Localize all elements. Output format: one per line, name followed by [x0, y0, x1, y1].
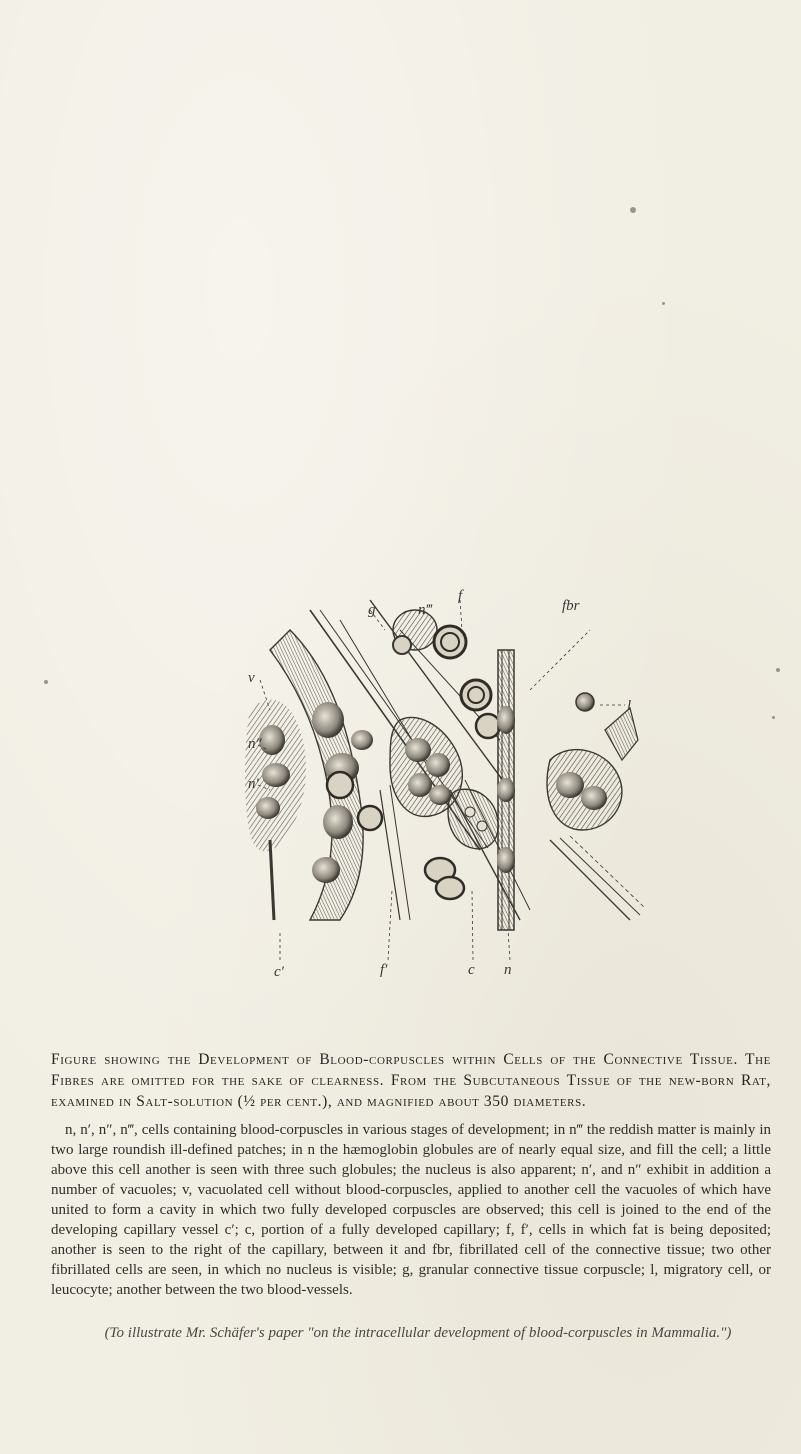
left-cell-group: [245, 700, 306, 920]
figure-caption-heading: Figure showing the Development of Blood-corpuscles within Cells of the Connective Tissue. The Fibres are omitted for the sake of clearness. From the Subcutaneous Tissue of the new-born Rat, examined in Salt-solution (½ per cent.), and magnified about 350 diameters.: [51, 1051, 771, 1110]
caption-block: [51, 1049, 771, 1300]
right-cell-group: [530, 630, 645, 920]
label-c1: c′: [274, 964, 284, 980]
label-fbr: fbr: [562, 598, 580, 614]
label-n2: n″: [248, 736, 262, 752]
illustration-note: (To illustrate Mr. Schäfer's paper "on the intracellular development of blood-corpuscles in Mammalia."): [104, 1325, 732, 1341]
label-n: n: [504, 962, 512, 978]
paper-speck: [630, 207, 636, 213]
paper-speck: [662, 302, 665, 305]
label-l: l: [627, 698, 632, 714]
paper-speck: [44, 680, 48, 684]
microscope-figure: [250, 590, 710, 1030]
label-f1: f′: [380, 962, 388, 978]
label-n1: n′: [248, 776, 259, 792]
label-g: g: [368, 602, 376, 618]
cell-v: [448, 789, 498, 849]
paper-speck: [776, 668, 780, 672]
capillary-c: [497, 650, 515, 930]
label-n3: n‴: [418, 602, 432, 618]
figure-legend: n, n′, n″, n‴, cells containing blood-corpuscles in various stages of development; in n‴ the reddish matter is mainly in two large roundish ill-defined patches; in n the hæmoglobin globules are of nearly equal size, and fill the cell; a little above this cell another is seen with three such globules; the nucleus is also apparent; n′, and n″ exhibit in addition a number of vacuoles; v, vacuolated cell without blood-corpuscles, applied to another cell the vacuoles of which have united to form a cavity in which two fully developed corpuscles are observed; this cell is joined to the end of the developing capillary vessel c′; c, portion of a fully developed capillary; f, f′, cells in which fat is being deposited; another is seen to the right of the capillary, between it and fbr, fibrillated cell of the connective tissue; two other fibrillated cells are seen, in which no nucleus is visible; g, granular connective tissue corpuscle; l, migratory cell, or leucocyte; another between the two blood-vessels.: [51, 1122, 771, 1298]
paper-speck: [772, 716, 775, 719]
figure-drawing: [250, 590, 710, 1030]
label-v: v: [248, 670, 255, 686]
label-f: f: [458, 588, 463, 604]
label-c: c: [468, 962, 475, 978]
